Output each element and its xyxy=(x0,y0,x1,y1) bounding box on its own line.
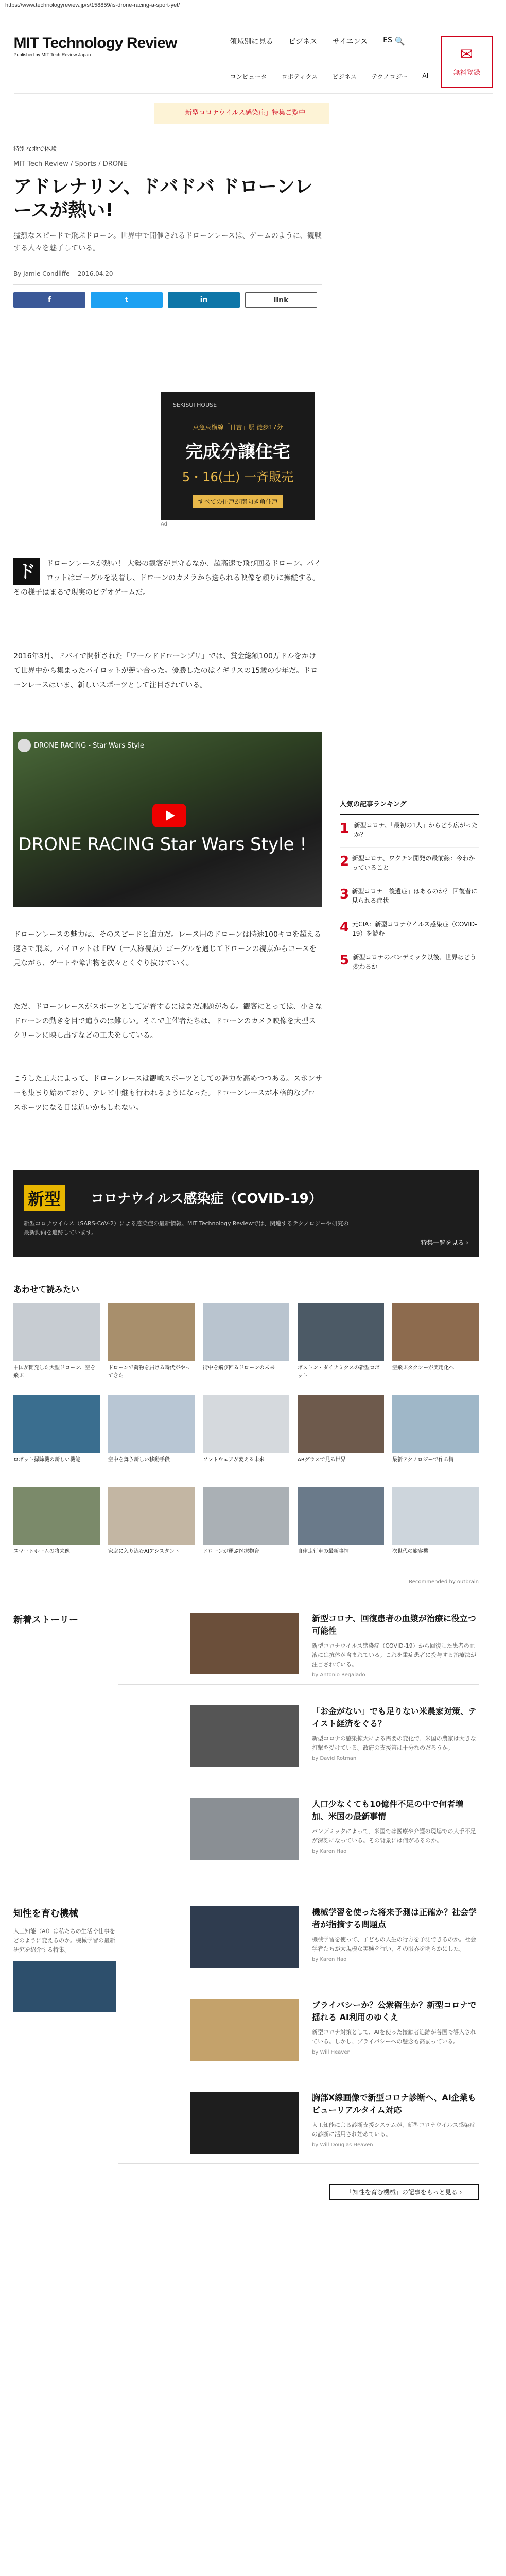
recommended-caption: ドローンが運ぶ医療物資 xyxy=(203,1549,259,1554)
recommended-caption: ソフトウェアが変える未来 xyxy=(203,1457,265,1463)
category-item[interactable]: ロボティクス xyxy=(281,73,318,80)
rank-number: 5 xyxy=(340,953,350,968)
recommended-caption: 家庭に入り込むAIアシスタント xyxy=(108,1549,180,1554)
recommended-item[interactable] xyxy=(203,1487,289,1571)
thumbnail xyxy=(298,1487,384,1545)
rank-number: 4 xyxy=(340,920,350,935)
mail-icon: ✉ xyxy=(460,45,474,63)
address-bar[interactable]: https://www.technologyreview.jp/s/158859/is-drone-racing-a-sport-yet/ xyxy=(5,2,180,8)
covid-banner[interactable] xyxy=(13,1170,479,1257)
video-title: DRONE RACING - Star Wars Style xyxy=(34,742,144,750)
rank-text: 元CIA：新型コロナウイルス感染症（COVID-19）を読む xyxy=(352,921,477,937)
story-byline: by Will Douglas Heaven xyxy=(312,2142,373,2148)
subscribe-button[interactable] xyxy=(441,36,493,88)
thumbnail xyxy=(203,1303,289,1361)
covid-badge: 新型 xyxy=(24,1185,65,1211)
recommended-caption: 空飛ぶタクシーが実用化へ xyxy=(392,1365,454,1371)
story-description: 新型コロナ対策として、AIを使った接触者追跡が各国で導入されている。しかし、プライバシーへの懸念も高まっている。 xyxy=(312,2029,476,2045)
thumbnail xyxy=(298,1303,384,1361)
article-paragraph: 2016年3月、ドバイで開催された「ワールドドローンプリ」では、賞金総額100万ドルをかけて世界中から集まったパイロットが競い合った。優勝したのはイギリスの15歳の少年だ。ドローンレースはいま、新しいスポーツとして注目されている。 xyxy=(13,652,318,689)
ranking-title: 人気の記事ランキング xyxy=(340,799,479,815)
new-stories-title: 新着ストーリー xyxy=(13,1615,78,1625)
recommended-title: あわせて読みたい xyxy=(13,1284,80,1294)
recommended-item[interactable] xyxy=(203,1395,289,1480)
covid-description: 新型コロナウイルス（SARS-CoV-2）による感染症の最新情報。MIT Technology Reviewでは、関連するテクノロジーや研究の最新動向を追跡しています。 xyxy=(24,1220,349,1236)
recommended-item[interactable] xyxy=(13,1395,100,1480)
story-byline: by Karen Hao xyxy=(312,1957,347,1962)
nav-item[interactable]: 領域別に見る xyxy=(230,38,273,46)
ranking-item[interactable] xyxy=(340,815,479,848)
thumbnail xyxy=(13,1303,100,1361)
story-description: 機械学習を使って、子どもの人生の行方を予測できるのか。社会学者たちが大規模な実験を行い、その限界を明らかにした。 xyxy=(312,1936,476,1952)
recommended-item[interactable] xyxy=(392,1395,479,1480)
story-byline: by David Rotman xyxy=(312,1756,357,1761)
thumbnail xyxy=(298,1395,384,1453)
know-section-box xyxy=(13,1927,116,2012)
article-lead: 猛烈なスピードで飛ぶドローン。世界中で開催されるドローンレースは、ゲームのように、観戦する人々を魅了している。 xyxy=(13,232,322,252)
story-byline: by Antonio Regalado xyxy=(312,1672,365,1678)
story-card[interactable] xyxy=(118,1705,479,1777)
story-text xyxy=(312,1999,479,2055)
story-card[interactable] xyxy=(118,2092,479,2164)
author-name[interactable]: By Jamie Condliffe xyxy=(13,270,70,277)
covid-more-link[interactable]: 特集一覧を見る › xyxy=(421,1239,468,1246)
article-kicker[interactable]: 特別な地で体験 xyxy=(13,145,57,152)
ad-headline: 完成分譲住宅 xyxy=(185,442,290,462)
nav-item[interactable]: ビジネス xyxy=(288,38,318,46)
story-description: 新型コロナウイルス感染症（COVID-19）から回復した患者の血液には抗体が含まれている。これを重症患者に投与する治療法が注目されている。 xyxy=(312,1642,476,1668)
ranking-item[interactable] xyxy=(340,848,479,880)
facebook-share-button[interactable]: f xyxy=(13,292,85,308)
ranking-sidebar xyxy=(340,799,479,979)
recommended-caption: ドローンで荷物を届ける時代がやってきた xyxy=(108,1365,190,1379)
story-description: パンデミックによって、米国では医療や介護の現場での人手不足が深刻になっている。その背景には何があるのか。 xyxy=(312,1828,476,1844)
recommended-item[interactable] xyxy=(108,1487,195,1571)
rank-text: 新型コロナ「後遺症」はあるのか？ 回復者に見られる症状 xyxy=(352,888,478,904)
article-paragraph: こうした工夫によって、ドローンレースは観戦スポーツとしての魅力を高めつつある。スポンサーも集まり始めており、テレビ中継も行われるようになった。ドローンレースが本格的なプロスポーツになる日は近いかもしれない。 xyxy=(13,1075,322,1112)
story-text xyxy=(312,2092,479,2148)
article-paragraph: ドローンレースの魅力は、そのスピードと迫力だ。レース用のドローンは時速100キロを超える速さで飛ぶ。パイロットは FPV（一人称視点）ゴーグルを通じてドローンの視点からコースを見ながら、ゲートや障害物を次々とくぐり抜けていく。 xyxy=(13,930,321,968)
nav-item[interactable]: ES xyxy=(383,36,392,44)
thumbnail xyxy=(392,1487,479,1545)
nav-item[interactable]: サイエンス xyxy=(333,38,368,46)
story-headline[interactable]: 人口少なくても10億件不足の中で何者増加、米国の最新事情 xyxy=(312,1799,464,1821)
story-byline: by Will Heaven xyxy=(312,2049,351,2055)
video-overlay-text: DRONE RACING Star Wars Style ! xyxy=(18,834,307,855)
rank-number: 2 xyxy=(340,854,350,869)
story-description: 新型コロナの感染拡大による需要の変化で、米国の農家は大きな打撃を受けている。政府の支援策は十分なのだろうか。 xyxy=(312,1735,476,1751)
top-nav xyxy=(230,36,392,46)
subscribe-label: 無料登録 xyxy=(453,69,480,77)
channel-avatar xyxy=(18,739,31,752)
ranking-item[interactable] xyxy=(340,913,479,946)
logo-subtitle: Published by MIT Tech Review Japan xyxy=(13,52,91,57)
category-item[interactable]: コンピュータ xyxy=(230,73,267,80)
ranking-item[interactable] xyxy=(340,880,479,913)
story-image xyxy=(190,1906,299,1968)
article-title: アドレナリン、ドバドバ ドローンレースが熱い! xyxy=(13,176,313,221)
recommended-item[interactable] xyxy=(392,1487,479,1571)
recommended-item[interactable] xyxy=(13,1303,100,1388)
recommended-caption: 中国が開発した大型ドローン、空を飛ぶ xyxy=(13,1365,95,1379)
rank-text: 新型コロナ、「最初の1人」からどう広がったか？ xyxy=(354,822,478,838)
site-logo[interactable] xyxy=(14,36,177,58)
recommended-grid xyxy=(13,1303,479,1571)
share-bar xyxy=(13,292,322,308)
recommended-item[interactable] xyxy=(298,1395,384,1480)
know-section-title[interactable]: 知性を育む機械 xyxy=(13,1908,78,1919)
recommended-caption: ロボット掃除機の新しい機能 xyxy=(13,1457,80,1463)
category-item[interactable]: AI xyxy=(422,72,429,79)
story-image xyxy=(190,2092,299,2154)
category-item[interactable]: テクノロジー xyxy=(371,73,408,80)
dropcap: ド xyxy=(13,558,40,585)
author-line xyxy=(13,270,322,285)
ranking-item[interactable] xyxy=(340,946,479,979)
outbrain-label[interactable]: Recommended by outbrain xyxy=(409,1579,479,1585)
story-headline[interactable]: 胸部X線画像で新型コロナ診断へ、AI企業もビューリアルタイム対応 xyxy=(312,2093,476,2115)
article-date: 2016.04.20 xyxy=(77,270,113,277)
article-header xyxy=(13,144,322,308)
recommended-caption: ボストン・ダイナミクスの新型ロボット xyxy=(298,1365,380,1379)
recommended-caption: 空中を舞う新しい移動手段 xyxy=(108,1457,170,1463)
story-image xyxy=(190,1798,299,1860)
thumbnail xyxy=(392,1303,479,1361)
story-byline: by Karen Hao xyxy=(312,1849,347,1854)
story-image xyxy=(190,1613,299,1674)
advertisement[interactable] xyxy=(161,392,315,520)
promo-banner[interactable]: 「新型コロナウイルス感染症」特集ご覧中 xyxy=(154,103,329,124)
story-headline[interactable]: 機械学習を使った将来予測は正確か？社会学者が指摘する問題点 xyxy=(312,1907,477,1929)
thumbnail xyxy=(203,1487,289,1545)
story-image xyxy=(190,1999,299,2061)
thumbnail xyxy=(13,1395,100,1453)
ad-label: Ad xyxy=(161,521,168,527)
play-icon[interactable] xyxy=(152,804,186,827)
recommended-item[interactable] xyxy=(298,1303,384,1388)
story-headline[interactable]: 新型コロナ、回復患者の血漿が治療に役立つ可能性 xyxy=(312,1614,476,1636)
recommended-item[interactable] xyxy=(298,1487,384,1571)
thumbnail xyxy=(203,1395,289,1453)
story-headline[interactable]: プライバシーか？公衆衛生か？新型コロナで揺れる AI利用のゆくえ xyxy=(312,2000,477,2022)
category-nav xyxy=(230,72,429,81)
video-player[interactable] xyxy=(13,732,322,907)
recommended-item[interactable] xyxy=(108,1395,195,1480)
thumbnail xyxy=(108,1487,195,1545)
recommended-item[interactable] xyxy=(203,1303,289,1388)
paragraph-text: ドローンレースが熱い！ 大勢の観客が見守るなか、超高速で飛び回るドローン。パイロットはゴーグルを装着し、ドローンのカメラから送られる映像を頼りに操縦する。その様子はまるで現実のビデオゲームだ。 xyxy=(13,560,321,597)
recommended-caption: スマートホームの将来像 xyxy=(13,1549,70,1554)
story-card[interactable] xyxy=(118,1999,479,2071)
search-icon[interactable]: 🔍 xyxy=(394,36,405,46)
site-header xyxy=(14,11,493,94)
twitter-share-button[interactable]: t xyxy=(91,292,163,308)
recommended-item[interactable] xyxy=(13,1487,100,1571)
thumbnail xyxy=(13,1487,100,1545)
know-section-desc: 人工知能（AI）は私たちの生活や仕事をどのように変えるのか。機械学習の最新研究を紹介する特集。 xyxy=(13,1928,115,1953)
story-text xyxy=(312,1705,479,1761)
ad-brand: SEKISUI HOUSE xyxy=(173,402,217,409)
rank-number: 3 xyxy=(340,887,350,902)
story-card[interactable] xyxy=(118,1798,479,1870)
story-card[interactable] xyxy=(118,1906,479,1978)
story-text xyxy=(312,1613,479,1678)
recommended-caption: 次世代の旅客機 xyxy=(392,1549,428,1554)
logo-text: MIT Technology Review xyxy=(13,35,177,52)
linkedin-share-button[interactable]: in xyxy=(168,292,240,308)
ad-cta: すべての住戸が南向き角住戸 xyxy=(193,495,283,508)
story-headline[interactable]: 「お金がない」でも足りない米農家対策、テイスト経済をぐる？ xyxy=(312,1706,477,1728)
story-text xyxy=(312,1906,479,1962)
thumbnail xyxy=(108,1395,195,1453)
article-paragraph xyxy=(13,556,322,600)
story-text xyxy=(312,1798,479,1854)
story-image xyxy=(190,1705,299,1767)
recommended-caption: ARグラスで見る世界 xyxy=(298,1457,346,1463)
copy-link-button[interactable]: link xyxy=(245,292,317,308)
ad-text: 東急東横線「日吉」駅 徒歩17分 xyxy=(193,423,283,431)
recommended-item[interactable] xyxy=(108,1303,195,1388)
recommended-item[interactable] xyxy=(392,1303,479,1388)
thumbnail xyxy=(108,1303,195,1361)
thumbnail xyxy=(392,1395,479,1453)
recommended-caption: 自律走行車の最新事情 xyxy=(298,1549,349,1554)
covid-title: コロナウイルス感染症（COVID-19） xyxy=(91,1191,322,1207)
more-stories-button[interactable]: 「知性を育む機械」の記事をもっと見る › xyxy=(329,2184,479,2200)
category-item[interactable]: ビジネス xyxy=(332,73,357,80)
rank-number: 1 xyxy=(340,821,350,836)
recommended-caption: 最新テクノロジーで作る街 xyxy=(392,1457,454,1463)
rank-text: 新型コロナ、ワクチン開発の最前線：今わかっていること xyxy=(352,855,475,871)
know-section-image xyxy=(13,1961,116,2012)
article-tags[interactable]: MIT Tech Review / Sports / DRONE xyxy=(13,160,127,168)
story-description: 人工知能による診断支援システムが、新型コロナウイルス感染症の診断に活用され始めている。 xyxy=(312,2122,476,2138)
story-card[interactable] xyxy=(118,1613,479,1685)
article-paragraph: ただ、ドローンレースがスポーツとして定着するにはまだ課題がある。観客にとっては、小さなドローンの動きを目で追うのは難しい。そこで主催者たちは、ドローンのカメラ映像を大型スクリーンに映し出すなどの工夫をしている。 xyxy=(13,1003,322,1040)
recommended-caption: 街中を飛び回るドローンの未来 xyxy=(203,1365,275,1371)
rank-text: 新型コロナのパンデミック以後、世界はどう変わるか xyxy=(353,954,477,970)
ad-subheadline: 5・16(土) 一斉販売 xyxy=(182,470,294,484)
